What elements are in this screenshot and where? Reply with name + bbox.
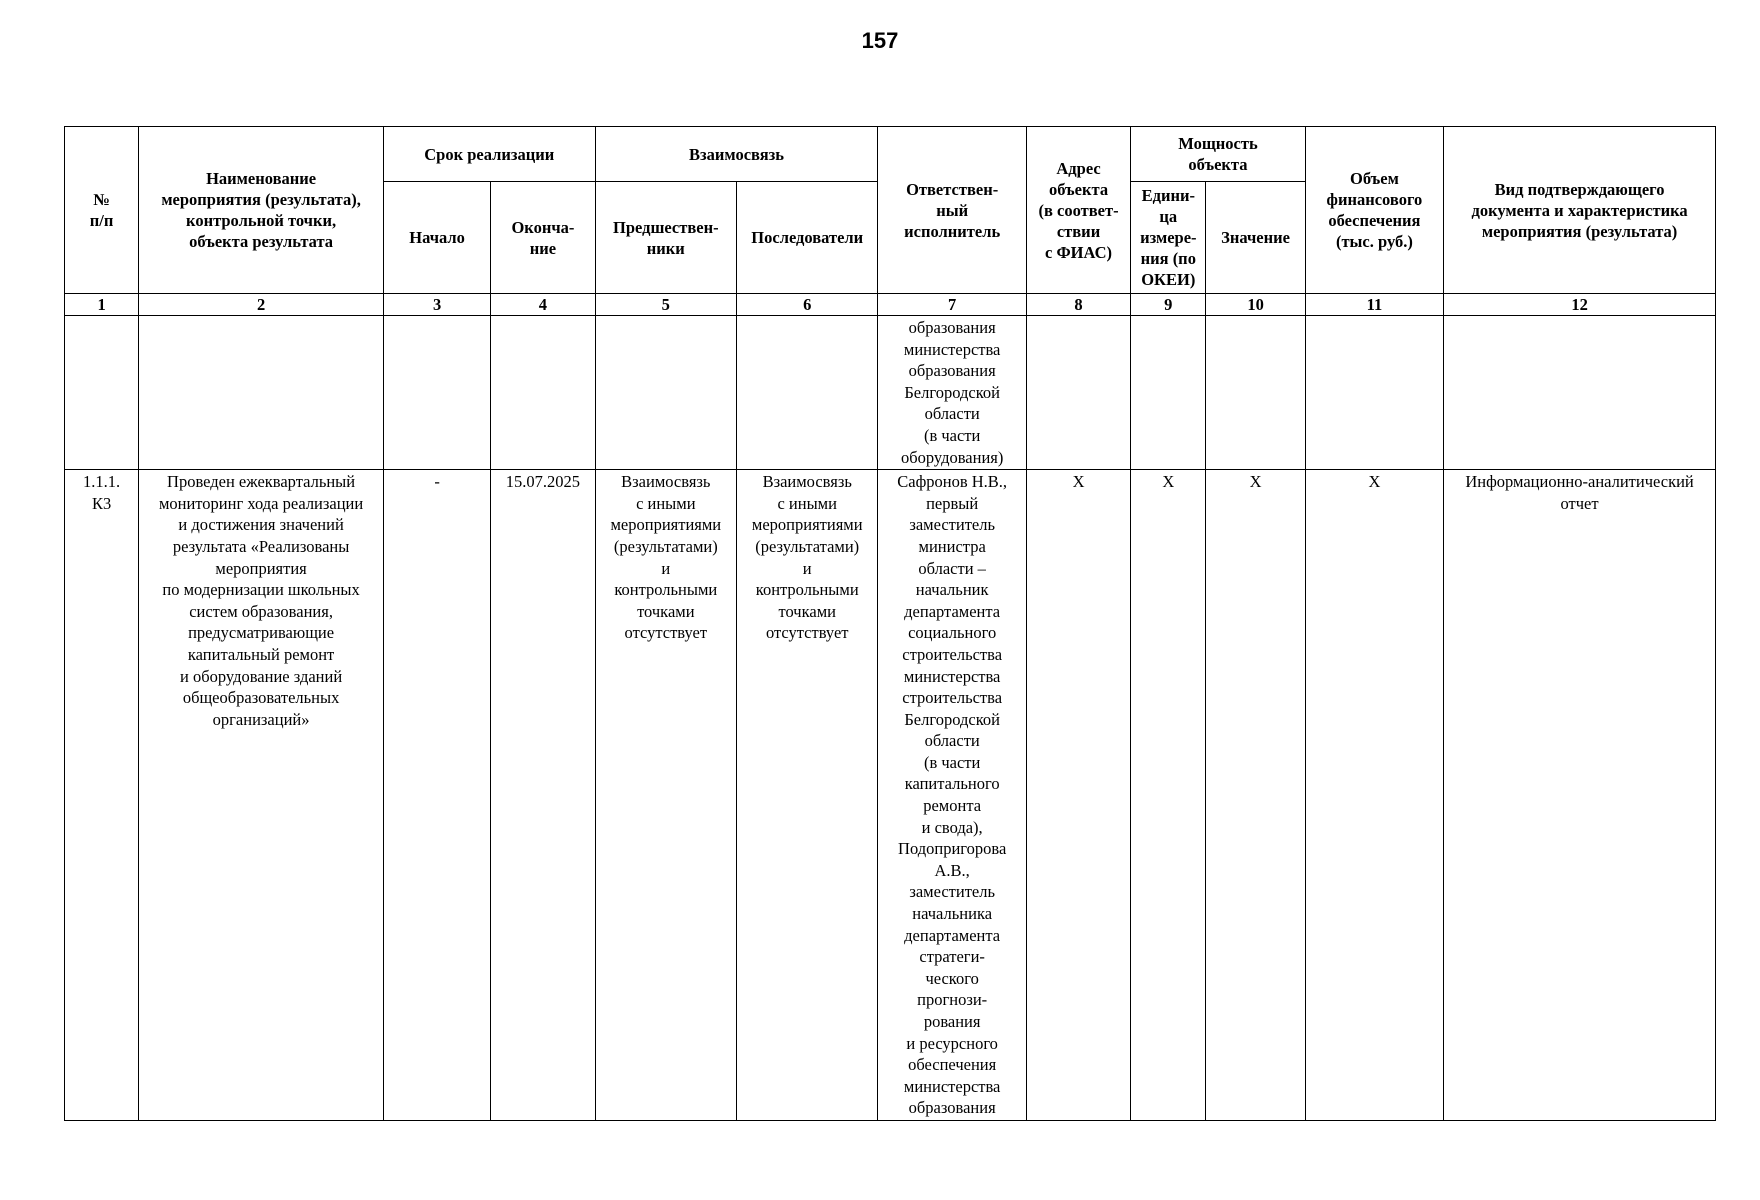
column-number: 8 (1026, 294, 1130, 316)
cell-name: Проведен ежеквартальный мониторинг хода реализации и достижения значений результата «Реализованы мероприятия по модернизации школьных систем образования, предусматривающие капитальный ремонт и оборудование зданий общеобразовательных организаций» (139, 470, 384, 1121)
cell-unit (1131, 316, 1206, 470)
header-responsible: Ответствен- ный исполнитель (878, 127, 1026, 294)
cell-no: 1.1.1. К3 (65, 470, 139, 1121)
table-header (65, 127, 1716, 316)
cell-value: Х (1206, 470, 1305, 1121)
cell-succ (737, 316, 878, 470)
header-term-end: Оконча- ние (491, 182, 595, 294)
cell-pred (595, 316, 736, 470)
header-capacity-unit: Едини- ца измере- ния (по ОКЕИ) (1131, 182, 1206, 294)
cell-pred: Взаимосвязь с иными мероприятиями (результатами) и контрольными точками отсутствует (595, 470, 736, 1121)
header-no: № п/п (65, 127, 139, 294)
column-number: 10 (1206, 294, 1305, 316)
cell-unit: Х (1131, 470, 1206, 1121)
table-row (65, 316, 1716, 470)
cell-name (139, 316, 384, 470)
column-number: 12 (1444, 294, 1716, 316)
header-address: Адрес объекта (в соответ- ствии с ФИАС) (1026, 127, 1130, 294)
header-link-succ: Последователи (737, 182, 878, 294)
header-finance: Объем финансового обеспечения (тыс. руб.) (1305, 127, 1443, 294)
cell-finance: Х (1305, 470, 1443, 1121)
header-capacity-value: Значение (1206, 182, 1305, 294)
column-number: 11 (1305, 294, 1443, 316)
cell-succ: Взаимосвязь с иными мероприятиями (результатами) и контрольными точками отсутствует (737, 470, 878, 1121)
column-number: 7 (878, 294, 1026, 316)
cell-finance (1305, 316, 1443, 470)
cell-end (491, 316, 595, 470)
cell-value (1206, 316, 1305, 470)
cell-address (1026, 316, 1130, 470)
table-row (65, 470, 1716, 1121)
cell-no (65, 316, 139, 470)
cell-responsible: Сафронов Н.В., первый заместитель министра области – начальник департамента социального строительства министерства строительства Белгородской области (в части капитального ремонта и свода), Подопригорова А.В., заместитель начальника департамента стратеги- ческого прогнози- рования и ресурсного обеспечения министерства образования (878, 470, 1026, 1121)
header-term-group: Срок реализации (383, 127, 595, 182)
header-link-group: Взаимосвязь (595, 127, 878, 182)
cell-start: - (383, 470, 490, 1121)
column-number: 9 (1131, 294, 1206, 316)
header-name: Наименование мероприятия (результата), контрольной точки, объекта результата (139, 127, 384, 294)
plan-table (64, 126, 1716, 1121)
cell-end: 15.07.2025 (491, 470, 595, 1121)
cell-document (1444, 316, 1716, 470)
header-link-pred: Предшествен- ники (595, 182, 736, 294)
cell-responsible: образования министерства образования Белгородской области (в части оборудования) (878, 316, 1026, 470)
column-number: 1 (65, 294, 139, 316)
column-number: 6 (737, 294, 878, 316)
column-number: 3 (383, 294, 490, 316)
header-document: Вид подтверждающего документа и характеристика мероприятия (результата) (1444, 127, 1716, 294)
cell-address: Х (1026, 470, 1130, 1121)
cell-start (383, 316, 490, 470)
column-number-row (65, 294, 1716, 316)
page-number: 157 (861, 28, 899, 53)
column-number: 2 (139, 294, 384, 316)
header-capacity-group: Мощность объекта (1131, 127, 1306, 182)
column-number: 5 (595, 294, 736, 316)
cell-document: Информационно-аналитический отчет (1444, 470, 1716, 1121)
header-term-start: Начало (383, 182, 490, 294)
column-number: 4 (491, 294, 595, 316)
